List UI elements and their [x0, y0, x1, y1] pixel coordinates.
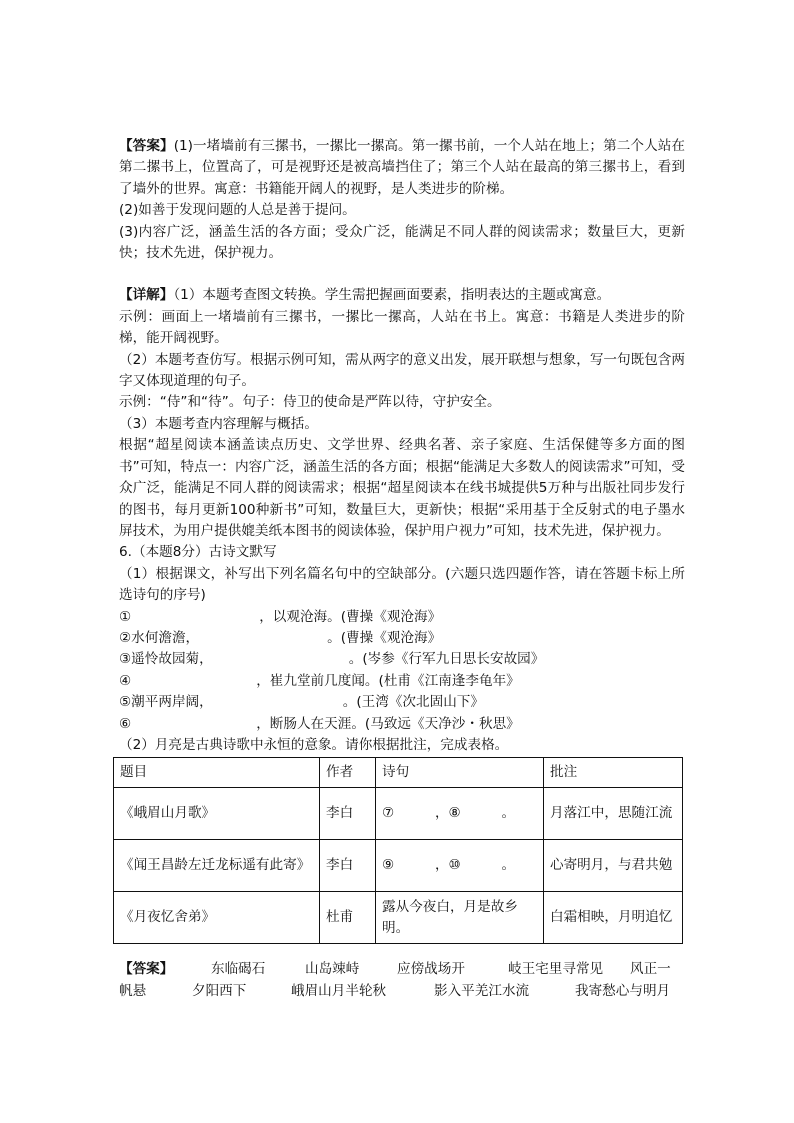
detail-label: 【详解】: [119, 287, 174, 304]
table-header-row: [114, 758, 683, 788]
fill-item-text: ，以观沧海。(曹操《观沧海》: [259, 608, 442, 625]
poem-table: [113, 757, 683, 944]
answer-paragraph-3: (3)内容广泛，涵盖生活的各方面；受众广泛，能满足不同人群的阅读需求；数量巨大，更新快；技术先进，保护视力。: [119, 223, 685, 262]
q6-answer-line-2: [119, 980, 685, 1002]
table-cell: 露从今夜白，月是故乡明。: [376, 892, 544, 944]
answer-item: 峨眉山月半轮秋: [291, 983, 387, 1000]
table-row: [114, 840, 683, 892]
fill-item-number: ③遥怜故园菊，: [119, 651, 213, 668]
table-cell: 《月夜忆舍弟》: [114, 892, 320, 944]
q6-answer-line-1: [119, 958, 685, 980]
answer-item: 岐王宅里寻常见: [508, 961, 604, 978]
answer-item: 应傍战场开: [397, 961, 465, 978]
detail-example-1: 示例：画面上一堵墙前有三摞书，一摞比一摞高，人站在书上。寓意：书籍是人类进步的阶梯，能开阔视野。: [119, 308, 685, 347]
table-cell: ⑦ ，⑧ 。: [376, 788, 544, 840]
answer-item: 我寄愁心与明月: [575, 983, 671, 1000]
table-cell: ⑨ ，⑩ 。: [376, 840, 544, 892]
table-header-cell: 题目: [114, 758, 320, 788]
table-header-cell: 作者: [320, 758, 376, 788]
table-cell: 《峨眉山月歌》: [114, 788, 320, 840]
table-cell: 李白: [320, 788, 376, 840]
fill-item-number: ⑤潮平两岸阔，: [119, 694, 213, 711]
answer-item: 影入平羌江水流: [434, 983, 530, 1000]
question-6-title: 6.（本题8分）古诗文默写: [119, 544, 277, 561]
table-cell: 月落江中，思随江流: [544, 788, 683, 840]
table-row: [114, 788, 683, 840]
answer-label: 【答案】: [119, 138, 174, 154]
fill-item-2: [119, 628, 685, 649]
question-6-instruction: （1）根据课文，补写出下列名篇名句中的空缺部分。(六题只选四题作答，请在答题卡标上所选诗句的序号): [119, 565, 685, 604]
table-cell: 《闻王昌龄左迁龙标遥有此寄》: [114, 840, 320, 892]
detail-paragraph-2: （2）本题考查仿写。根据示例可知，需从两字的意义出发，展开联想与想象，写一句既包含两字又体现道理的句子。: [119, 351, 685, 390]
fill-item-text: 。(王湾《次北固山下》: [342, 694, 484, 711]
table-cell: 杜甫: [320, 892, 376, 944]
answer-paragraph-1: [119, 136, 685, 200]
fill-item-text: 。(岑参《行军九日思长安故园》: [348, 651, 545, 668]
table-header-cell: 批注: [544, 758, 683, 788]
fill-item-6: [119, 714, 685, 735]
spacer: [119, 264, 685, 285]
fill-item-4: [119, 671, 685, 692]
fill-item-number: ②水何澹澹，: [119, 629, 200, 646]
question-6-part-2: （2）月亮是古典诗歌中永恒的意象。请你根据批注，完成表格。: [119, 736, 509, 753]
fill-item-number: ⑥: [119, 715, 132, 732]
fill-item-number: ①: [119, 608, 132, 625]
detail-paragraph-3: （3）本题考查内容理解与概括。: [119, 415, 318, 432]
answer-item: 山岛竦峙: [305, 961, 360, 978]
table-cell: 白霜相映，月明追忆: [544, 892, 683, 944]
fill-item-text: 。(曹操《观沧海》: [327, 629, 442, 646]
fill-item-text: ，崔九堂前几度闻。(杜甫《江南逢李龟年》: [256, 672, 520, 689]
answer-item: 东临碣石: [211, 961, 266, 978]
detail-paragraph-1: [119, 285, 685, 306]
fill-item-number: ④: [119, 672, 132, 689]
answer-label: 【答案】: [119, 961, 174, 978]
answer-item: 夕阳西下: [192, 983, 247, 1000]
table-row: [114, 892, 683, 944]
fill-item-1: [119, 607, 685, 628]
fill-item-5: [119, 692, 685, 713]
fill-item-text: ，断肠人在天涯。(马致远《天净沙・秋思》: [256, 715, 520, 732]
document-page: [119, 136, 685, 1002]
answer-item: 帆悬: [119, 983, 147, 1000]
detail-text-1: （1）本题考查图文转换。学生需把握画面要素，指明表达的主题或寓意。: [173, 287, 611, 304]
answer-item: 风正一: [630, 961, 671, 978]
table-cell: 李白: [320, 840, 376, 892]
detail-body-3: 根据“超星阅读本涵盖读点历史、文学世界、经典名著、亲子家庭、生活保健等多方面的图书”可知，特点一：内容广泛，涵盖生活的各方面；根据“能满足大多数人的阅读需求”可知，受众广泛，能满足不同人群的阅读需求；根据“超星阅读本在线书城提供5万种与出版社同步发行的图书，每月更新100种新书”可知，数量巨大，更新快；根据“采用基于全反射式的电子墨水屏技术，为用户提供媲美纸本图书的阅读体验，保护用户视力”可知，技术先进，保护视力。: [119, 437, 685, 539]
detail-example-2: 示例：“侍”和“待”。句子：侍卫的使命是严阵以待，守护安全。: [119, 394, 501, 411]
answer-text-1: (1)一堵墙前有三摞书，一摞比一摞高。第一摞书前，一个人站在地上；第二个人站在第二摞书上，位置高了，可是视野还是被高墙挡住了；第三个人站在最高的第三摞书上，看到了墙外的世界。寓意：书籍能开阔人的视野，是人类进步的阶梯。: [119, 138, 686, 197]
table-header-cell: 诗句: [376, 758, 544, 788]
table-cell: 心寄明月，与君共勉: [544, 840, 683, 892]
answer-paragraph-2: (2)如善于发现问题的人总是善于提问。: [119, 202, 356, 219]
fill-item-3: [119, 649, 685, 670]
